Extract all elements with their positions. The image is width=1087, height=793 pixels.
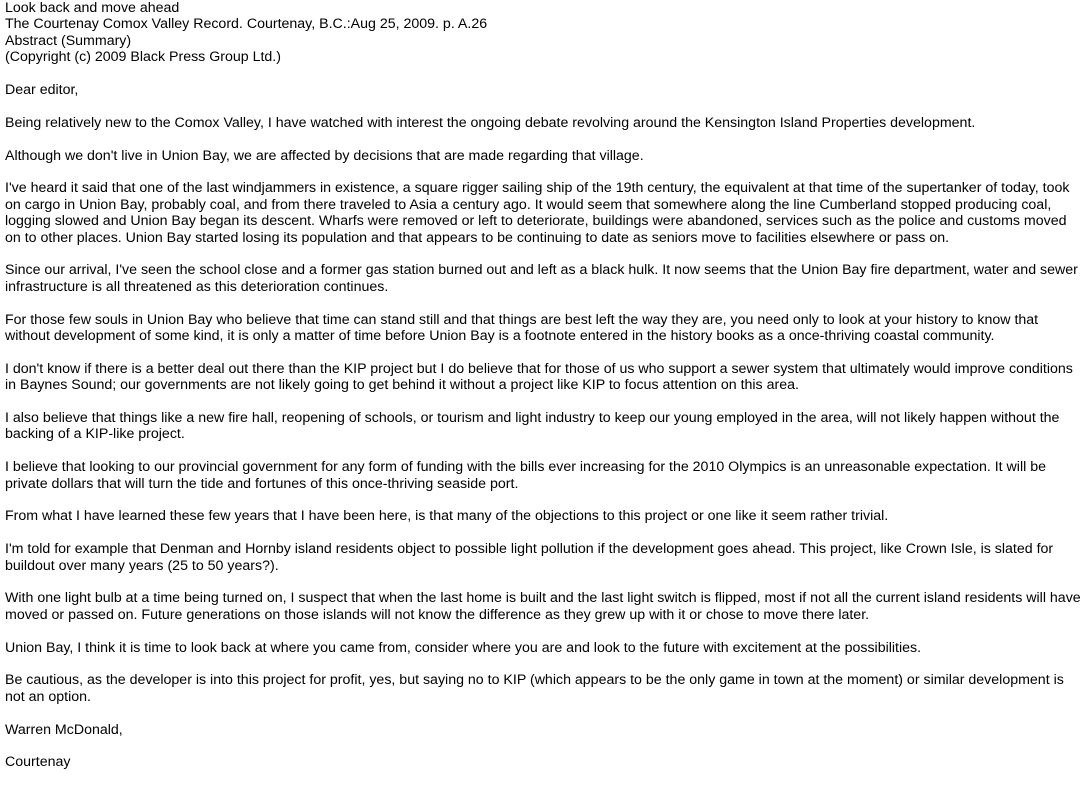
body-paragraph: I also believe that things like a new fire hall, reopening of schools, or tourism and light industry to keep our young employed in the area, will not likely happen without the backing of a KIP-like project. xyxy=(5,410,1060,443)
letter-body xyxy=(5,82,1082,771)
article-title: Look back and move ahead xyxy=(5,0,180,16)
signature-location: Courtenay xyxy=(5,754,71,771)
body-paragraph: I believe that looking to our provincial government for any form of funding with the bills ever increasing for the 2010 Olympics is an unreasonable expectation. It will be private dollars that will turn the tide and fortunes of this once-thriving seaside port. xyxy=(5,459,1046,492)
abstract-label: Abstract (Summary) xyxy=(5,32,132,49)
copyright-notice: (Copyright (c) 2009 Black Press Group Ltd.) xyxy=(5,49,281,66)
salutation: Dear editor, xyxy=(5,82,79,99)
body-paragraph: For those few souls in Union Bay who believe that time can stand still and that things are best left the way they are, you need only to look at your history to know that without development of some kind, it is only a matter of time before Union Bay is a footnote entered in the history books as a once-thriving coastal community. xyxy=(5,311,1039,345)
body-paragraph: From what I have learned these few years that I have been here, is that many of the objections to this project or one like it seem rather trivial. xyxy=(5,508,889,525)
body-paragraph: Being relatively new to the Comox Valley, I have watched with interest the ongoing debate revolving around the Kensington Island Properties development. xyxy=(5,114,976,131)
document-header xyxy=(5,0,1082,66)
body-paragraph: Although we don't live in Union Bay, we are affected by decisions that are made regarding that village. xyxy=(5,147,644,164)
body-paragraph: I've heard it said that one of the last windjammers in existence, a square rigger sailing ship of the 19th century, the equivalent at that time of the supertanker of today, took on cargo in Union Bay, probably coal, and from there traveled to Asia a century ago. It would seem that somewhere along the line Cumberland stopped producing coal, logging slowed and Union Bay began its descent. Wharfs were removed or left to deteriorate, buildings were abandoned, services such as the police and customs moved on to other places. Union Bay started losing its population and that appears to be continuing to date as seniors move to facilities elsewhere or pass on. xyxy=(5,180,1070,246)
body-paragraph: Be cautious, as the developer is into this project for profit, yes, but saying no to KIP (which appears to be the only game in town at the moment) or similar development is not an option. xyxy=(5,672,1064,705)
publication-source: The Courtenay Comox Valley Record. Courtenay, B.C.:Aug 25, 2009. p. A.26 xyxy=(5,16,488,33)
body-paragraph: Since our arrival, I've seen the school close and a former gas station burned out and left as a black hulk. It now seems that the Union Bay fire department, water and sewer infrastructure is all threatened as this deterioration continues. xyxy=(5,262,1078,295)
body-paragraph: Union Bay, I think it is time to look back at where you came from, consider where you are and look to the future with excitement at the possibilities. xyxy=(5,639,922,656)
signature-name: Warren McDonald, xyxy=(5,721,123,738)
body-paragraph: With one light bulb at a time being turned on, I suspect that when the last home is built and the last light switch is flipped, most if not all the current island residents will have moved or passed on. Future generations on those islands will not know the difference as they grew up with it or chose to move there later. xyxy=(5,590,1081,623)
body-paragraph: I don't know if there is a better deal out there than the KIP project but I do believe that for those of us who support a sewer system that ultimately would improve conditions in Baynes Sound; our governments are not likely going to get behind it without a project like KIP to focus attention on this area. xyxy=(5,360,1073,394)
body-paragraph: I'm told for example that Denman and Hornby island residents object to possible light pollution if the development goes ahead. This project, like Crown Isle, is slated for buildout over many years (25 to 50 years?). xyxy=(5,541,1054,574)
